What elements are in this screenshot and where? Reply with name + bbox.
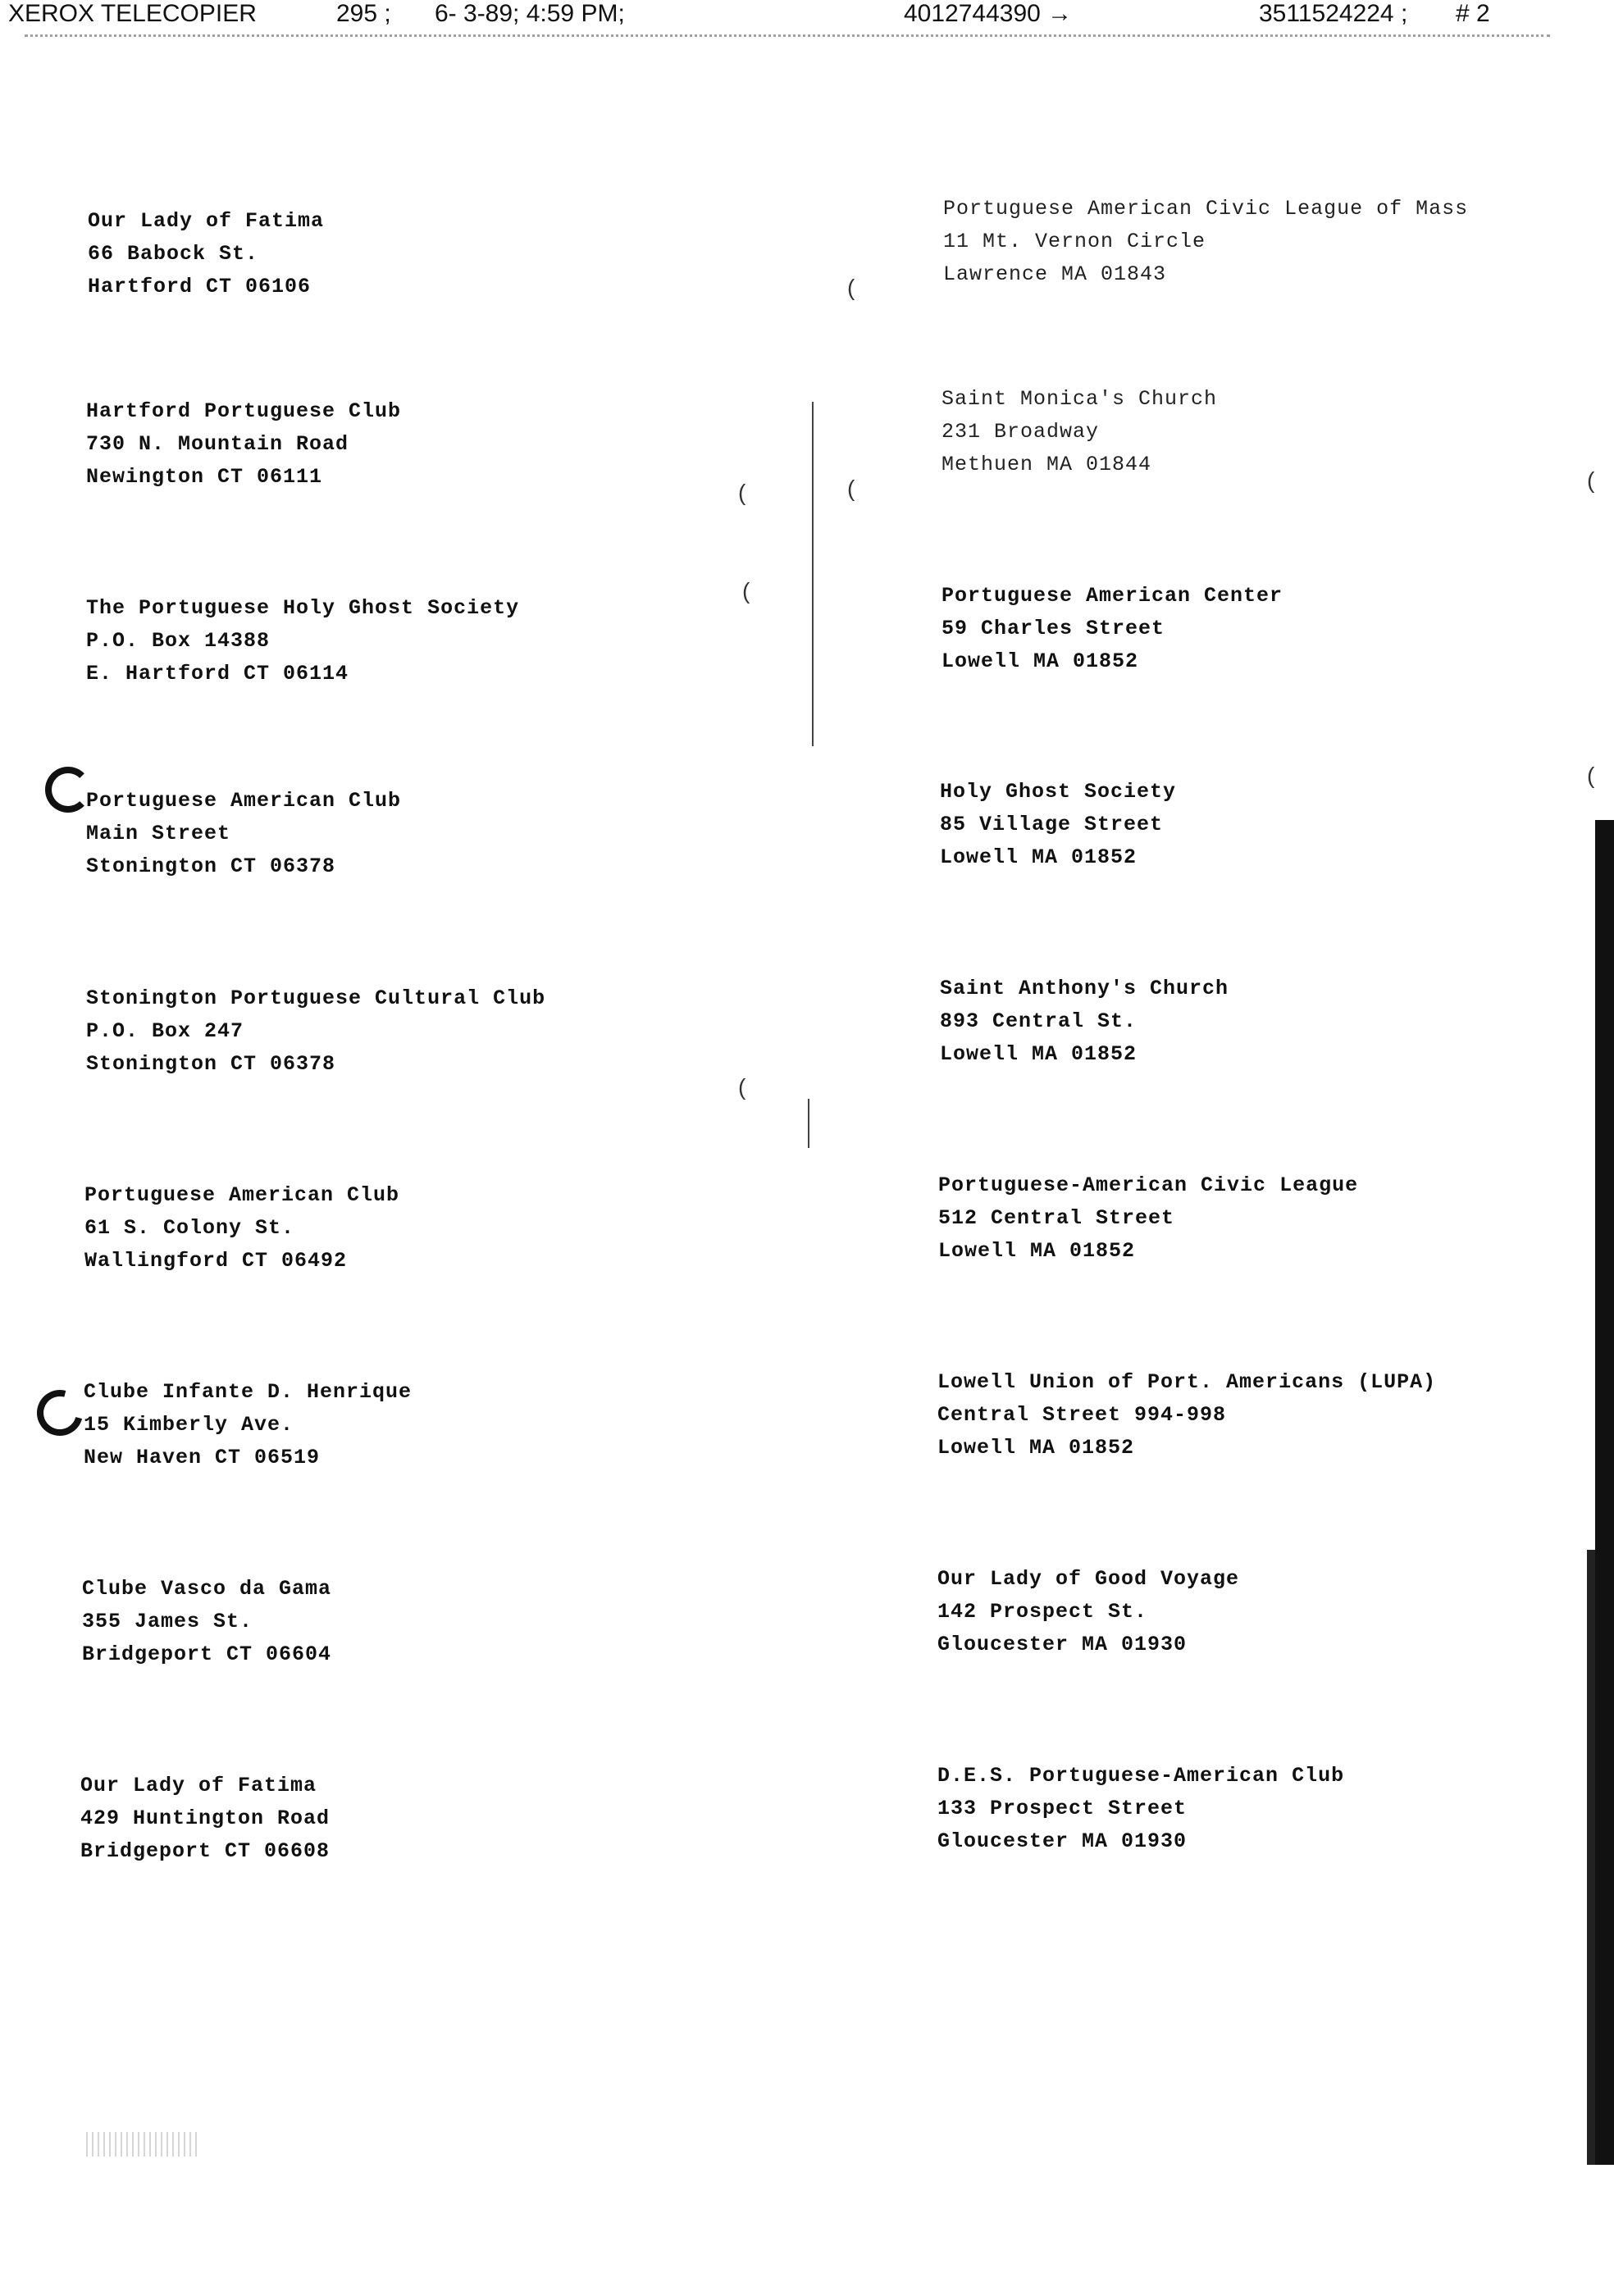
address-block-right-9	[937, 1760, 1344, 1858]
address-block-right-2	[942, 383, 1217, 481]
scan-mark: (	[1587, 467, 1595, 493]
street-address: P.O. Box 14388	[86, 629, 271, 653]
city-state-zip: E. Hartford CT 06114	[86, 662, 349, 686]
street-address: 429 Huntington Road	[80, 1806, 331, 1830]
street-address: 61 S. Colony St.	[84, 1216, 295, 1240]
organization-name: Portuguese American Center	[942, 584, 1283, 608]
city-state-zip: Lowell MA 01852	[940, 1042, 1138, 1066]
city-state-zip: Lawrence MA 01843	[943, 262, 1167, 286]
fax-datetime: 6- 3-89; 4:59 PM;	[435, 0, 625, 27]
organization-name: Portuguese-American Civic League	[938, 1173, 1359, 1197]
organization-name: The Portuguese Holy Ghost Society	[86, 596, 520, 620]
organization-name: Saint Monica's Church	[942, 387, 1218, 411]
organization-name: Our Lady of Good Voyage	[937, 1567, 1240, 1591]
street-address: Central Street 994-998	[937, 1403, 1227, 1427]
city-state-zip: Wallingford CT 06492	[84, 1249, 348, 1273]
address-block-right-7	[937, 1366, 1436, 1465]
address-block-left-3	[86, 592, 519, 690]
street-address: 15 Kimberly Ave.	[84, 1413, 294, 1437]
scan-divider-line	[808, 1099, 809, 1148]
address-block-left-9	[80, 1770, 330, 1868]
fax-page-code: 295 ;	[336, 0, 391, 27]
city-state-zip: Newington CT 06111	[86, 465, 323, 489]
fax-transmission-header	[0, 0, 1614, 33]
scan-mark: (	[847, 275, 855, 300]
city-state-zip: Gloucester MA 01930	[937, 1633, 1188, 1656]
address-block-right-4	[940, 776, 1176, 874]
fax-machine-label: XEROX TELECOPIER	[8, 0, 257, 27]
organization-name: Our Lady of Fatima	[88, 209, 325, 233]
organization-name: Portuguese American Civic League of Mass	[943, 197, 1469, 221]
city-state-zip: Lowell MA 01852	[937, 1436, 1135, 1460]
scan-divider-line	[812, 402, 814, 746]
organization-name: Clube Vasco da Gama	[82, 1577, 332, 1601]
city-state-zip: New Haven CT 06519	[84, 1446, 321, 1469]
scan-mark: (	[1587, 763, 1595, 788]
city-state-zip: Hartford CT 06106	[88, 275, 312, 298]
address-block-right-1	[943, 193, 1468, 291]
organization-name: Stonington Portuguese Cultural Club	[86, 986, 546, 1010]
address-block-left-7	[84, 1376, 412, 1474]
fax-from-number: 4012744390 →	[904, 0, 1073, 27]
organization-name: D.E.S. Portuguese-American Club	[937, 1764, 1345, 1788]
city-state-zip: Lowell MA 01852	[938, 1239, 1136, 1263]
city-state-zip: Stonington CT 06378	[86, 854, 336, 878]
header-divider	[25, 34, 1550, 37]
fax-to-number: 3511524224 ;	[1259, 0, 1408, 27]
scan-edge-shadow	[1595, 820, 1614, 2165]
city-state-zip: Gloucester MA 01930	[937, 1829, 1188, 1853]
address-block-left-6	[84, 1179, 399, 1278]
address-block-left-1	[88, 205, 324, 303]
organization-name: Hartford Portuguese Club	[86, 399, 402, 423]
punch-hole-mark	[29, 1382, 91, 1444]
scan-mark: (	[847, 476, 855, 501]
city-state-zip: Bridgeport CT 06604	[82, 1642, 332, 1666]
address-block-right-6	[938, 1169, 1358, 1268]
street-address: 85 Village Street	[940, 813, 1164, 836]
address-block-right-3	[942, 580, 1283, 678]
address-block-right-8	[937, 1563, 1239, 1661]
address-block-left-4	[86, 785, 401, 883]
address-block-left-2	[86, 395, 401, 494]
city-state-zip: Stonington CT 06378	[86, 1052, 336, 1076]
city-state-zip: Lowell MA 01852	[942, 649, 1139, 673]
street-address: 142 Prospect St.	[937, 1600, 1148, 1624]
street-address: 231 Broadway	[942, 420, 1100, 444]
scan-noise	[86, 2132, 201, 2157]
street-address: 11 Mt. Vernon Circle	[943, 230, 1206, 253]
street-address: 59 Charles Street	[942, 617, 1165, 640]
scan-mark: (	[738, 1074, 746, 1100]
organization-name: Lowell Union of Port. Americans (LUPA)	[937, 1370, 1437, 1394]
street-address: 893 Central St.	[940, 1009, 1138, 1033]
street-address: 512 Central Street	[938, 1206, 1175, 1230]
city-state-zip: Bridgeport CT 06608	[80, 1839, 331, 1863]
street-address: 66 Babock St.	[88, 242, 259, 266]
organization-name: Our Lady of Fatima	[80, 1774, 317, 1797]
scan-mark: (	[738, 480, 746, 505]
organization-name: Saint Anthony's Church	[940, 977, 1229, 1000]
address-block-left-5	[86, 982, 545, 1081]
address-block-left-8	[82, 1573, 331, 1671]
street-address: 133 Prospect Street	[937, 1797, 1188, 1820]
address-block-right-5	[940, 973, 1229, 1071]
city-state-zip: Methuen MA 01844	[942, 453, 1152, 476]
scan-edge-shadow	[1587, 1550, 1595, 2165]
street-address: 355 James St.	[82, 1610, 253, 1633]
street-address: Main Street	[86, 822, 231, 845]
organization-name: Clube Infante D. Henrique	[84, 1380, 413, 1404]
organization-name: Portuguese American Club	[86, 789, 402, 813]
scan-mark: (	[742, 578, 750, 604]
organization-name: Portuguese American Club	[84, 1183, 400, 1207]
punch-hole-mark	[45, 767, 91, 813]
street-address: 730 N. Mountain Road	[86, 432, 349, 456]
organization-name: Holy Ghost Society	[940, 780, 1177, 804]
city-state-zip: Lowell MA 01852	[940, 845, 1138, 869]
street-address: P.O. Box 247	[86, 1019, 244, 1043]
fax-page-number: # 2	[1456, 0, 1490, 27]
